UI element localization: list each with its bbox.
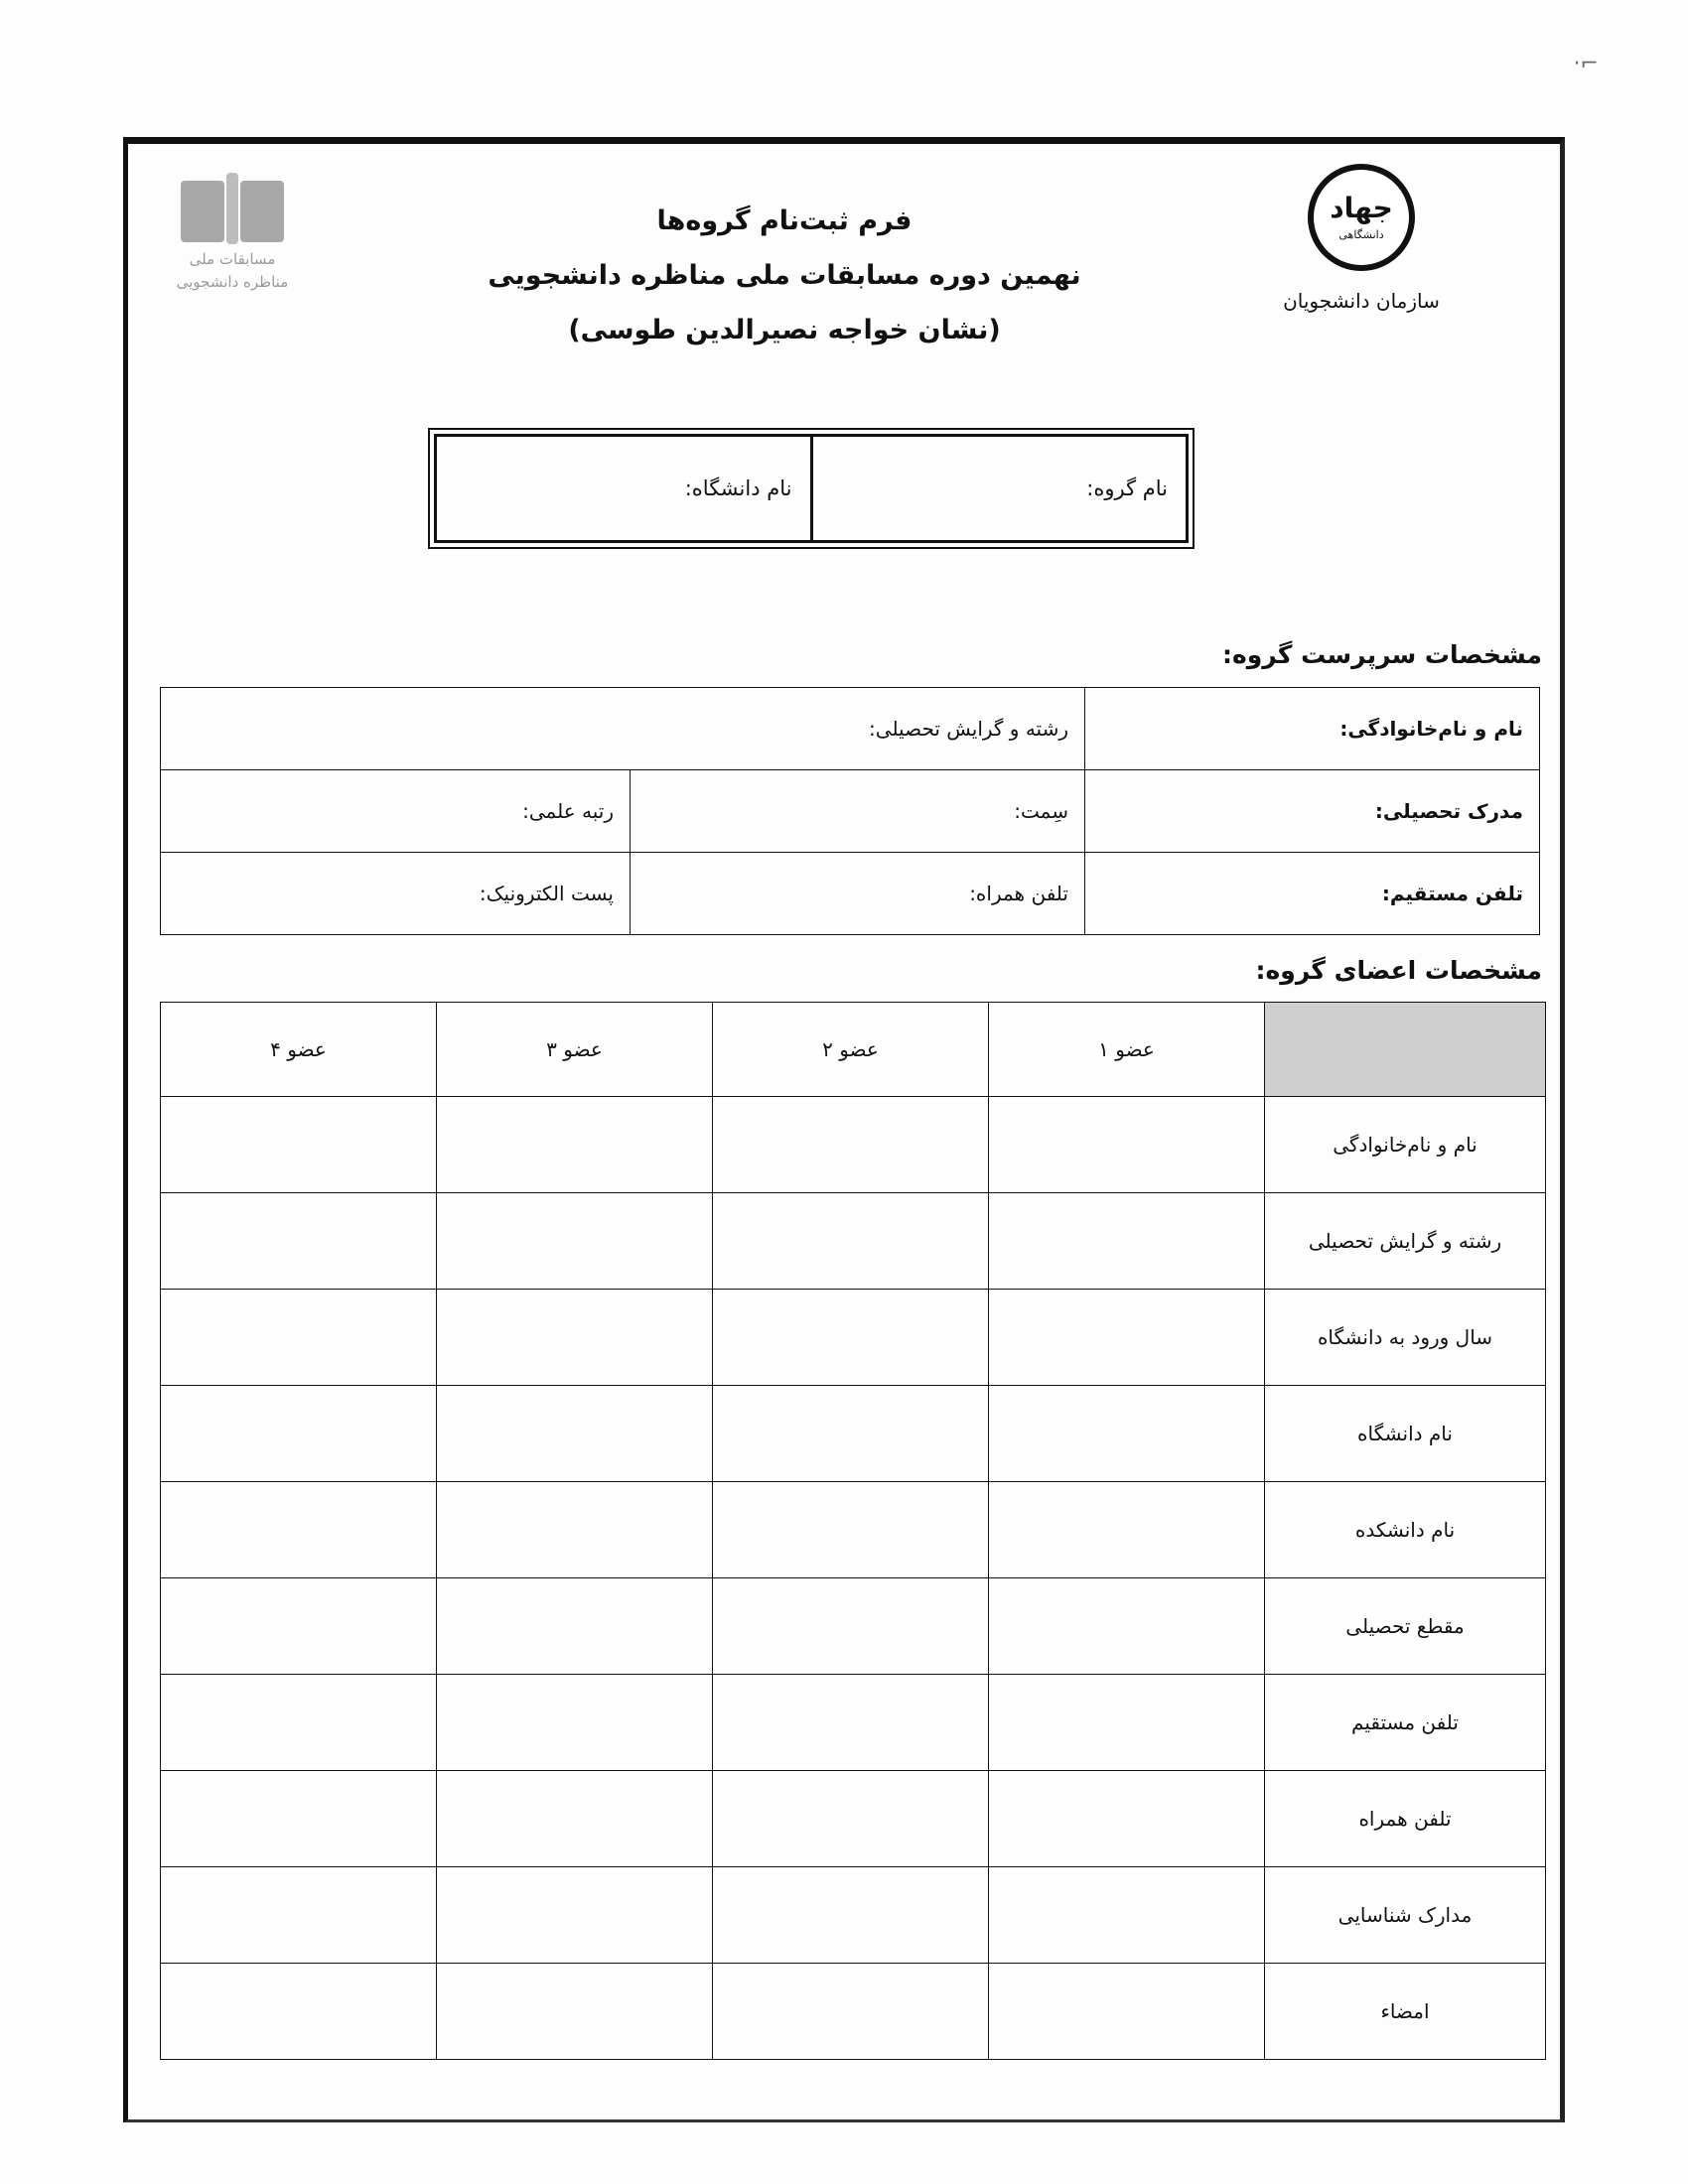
- column-header-member-3: عضو ۳: [437, 1003, 713, 1097]
- member-cell[interactable]: [713, 1771, 989, 1867]
- member-cell[interactable]: [989, 1482, 1265, 1578]
- member-cell[interactable]: [437, 1771, 713, 1867]
- member-cell[interactable]: [437, 1578, 713, 1675]
- leader-email-field[interactable]: پست الکترونیک:: [161, 853, 631, 935]
- leader-row: [161, 770, 1540, 853]
- scan-mark: ⌐·: [1573, 52, 1599, 76]
- member-cell[interactable]: [161, 1771, 437, 1867]
- member-cell[interactable]: [161, 1193, 437, 1290]
- member-cell[interactable]: [161, 1097, 437, 1193]
- table-row: [161, 1867, 1546, 1964]
- member-cell[interactable]: [437, 1193, 713, 1290]
- member-cell[interactable]: [161, 1482, 437, 1578]
- leader-phone-field[interactable]: تلفن مستقیم:: [1085, 853, 1540, 935]
- row-label: سال ورود به دانشگاه: [1265, 1290, 1546, 1386]
- row-label: تلفن مستقیم: [1265, 1675, 1546, 1771]
- university-name-field[interactable]: [437, 437, 813, 540]
- member-cell[interactable]: [161, 1578, 437, 1675]
- row-label: نام و نام‌خانوادگی: [1265, 1097, 1546, 1193]
- group-name-label: نام گروه:: [1086, 477, 1168, 500]
- leader-degree-field[interactable]: مدرک تحصیلی:: [1085, 770, 1540, 853]
- row-label: تلفن همراه: [1265, 1771, 1546, 1867]
- table-row: [161, 1386, 1546, 1482]
- leader-academic-rank-field[interactable]: رتبه علمی:: [161, 770, 631, 853]
- member-cell[interactable]: [989, 1771, 1265, 1867]
- leader-mobile-field[interactable]: تلفن همراه:: [631, 853, 1085, 935]
- member-cell[interactable]: [989, 1386, 1265, 1482]
- row-label: نام دانشگاه: [1265, 1386, 1546, 1482]
- leader-table: [160, 687, 1540, 935]
- table-row: [161, 1290, 1546, 1386]
- member-cell[interactable]: [989, 1290, 1265, 1386]
- title-line-1: فرم ثبت‌نام گروه‌ها: [656, 205, 913, 236]
- group-name-field[interactable]: [813, 437, 1187, 540]
- member-cell[interactable]: [989, 1964, 1265, 2060]
- logo-caption-1: مسابقات ملی: [189, 250, 276, 268]
- row-label: مقطع تحصیلی: [1265, 1578, 1546, 1675]
- page-title: [128, 205, 1560, 345]
- table-row: [161, 1482, 1546, 1578]
- table-row: [161, 1193, 1546, 1290]
- member-cell[interactable]: [437, 1097, 713, 1193]
- jahad-seal-icon: جهاد دانشگاهی: [1308, 164, 1415, 271]
- member-cell[interactable]: [989, 1097, 1265, 1193]
- leader-position-field[interactable]: سِمت:: [631, 770, 1085, 853]
- member-cell[interactable]: [437, 1386, 713, 1482]
- member-cell[interactable]: [713, 1097, 989, 1193]
- members-header-row: [161, 1003, 1546, 1097]
- table-row: [161, 1771, 1546, 1867]
- leader-section-heading: مشخصات سرپرست گروه:: [1222, 640, 1542, 669]
- member-cell[interactable]: [989, 1675, 1265, 1771]
- member-cell[interactable]: [437, 1675, 713, 1771]
- member-cell[interactable]: [989, 1193, 1265, 1290]
- member-cell[interactable]: [989, 1578, 1265, 1675]
- column-header-member-2: عضو ۲: [713, 1003, 989, 1097]
- row-label: نام دانشکده: [1265, 1482, 1546, 1578]
- members-section-heading: مشخصات اعضای گروه:: [1255, 956, 1542, 985]
- title-line-2: نهمین دوره مسابقات ملی مناظره دانشجویی: [488, 260, 1081, 291]
- group-info-box: [434, 434, 1189, 543]
- form-frame: [123, 137, 1565, 2122]
- members-table: [160, 1002, 1546, 2060]
- org-name: سازمان دانشجویان: [1283, 289, 1440, 313]
- member-cell[interactable]: [161, 1675, 437, 1771]
- leader-row: [161, 853, 1540, 935]
- table-row: [161, 1097, 1546, 1193]
- row-label: رشته و گرایش تحصیلی: [1265, 1193, 1546, 1290]
- logo-caption-2: مناظره دانشجویی: [176, 272, 289, 291]
- header-corner-cell: [1265, 1003, 1546, 1097]
- member-cell[interactable]: [437, 1482, 713, 1578]
- title-line-3: (نشان خواجه نصیرالدین طوسی): [568, 315, 1001, 345]
- member-cell[interactable]: [713, 1386, 989, 1482]
- member-cell[interactable]: [989, 1867, 1265, 1964]
- row-label: مدارک شناسایی: [1265, 1867, 1546, 1964]
- member-cell[interactable]: [713, 1290, 989, 1386]
- member-cell[interactable]: [161, 1867, 437, 1964]
- member-cell[interactable]: [437, 1290, 713, 1386]
- column-header-member-1: عضو ۱: [989, 1003, 1265, 1097]
- member-cell[interactable]: [161, 1290, 437, 1386]
- member-cell[interactable]: [713, 1193, 989, 1290]
- table-row: [161, 1964, 1546, 2060]
- member-cell[interactable]: [437, 1867, 713, 1964]
- member-cell[interactable]: [161, 1964, 437, 2060]
- row-label: امضاء: [1265, 1964, 1546, 2060]
- table-row: [161, 1675, 1546, 1771]
- member-cell[interactable]: [713, 1675, 989, 1771]
- member-cell[interactable]: [161, 1386, 437, 1482]
- leader-name-field[interactable]: نام و نام‌خانوادگی:: [1085, 688, 1540, 770]
- table-row: [161, 1578, 1546, 1675]
- column-header-member-4: عضو ۴: [161, 1003, 437, 1097]
- university-name-label: نام دانشگاه:: [684, 477, 792, 500]
- member-cell[interactable]: [713, 1578, 989, 1675]
- member-cell[interactable]: [437, 1964, 713, 2060]
- member-cell[interactable]: [713, 1964, 989, 2060]
- leader-row: [161, 688, 1540, 770]
- member-cell[interactable]: [713, 1867, 989, 1964]
- member-cell[interactable]: [713, 1482, 989, 1578]
- leader-field-of-study-field[interactable]: رشته و گرایش تحصیلی:: [161, 688, 1085, 770]
